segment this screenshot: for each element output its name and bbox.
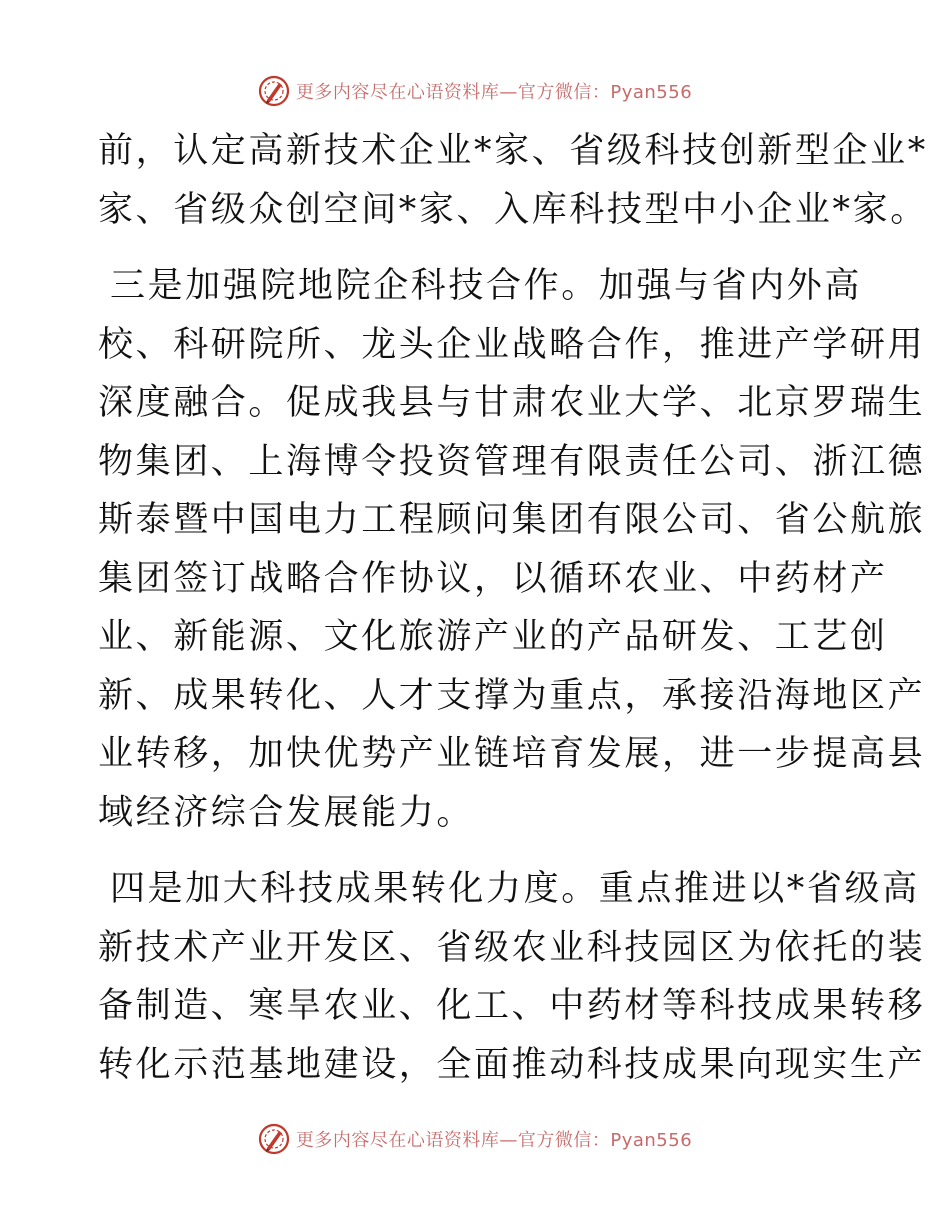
paragraph-1 bbox=[98, 122, 928, 239]
text-line: 四是加大科技成果转化力度。重点推进以*省级高 bbox=[110, 869, 920, 909]
text-line: 集团签订战略合作协议，以循环农业、中药材产 bbox=[98, 558, 888, 599]
paragraph-3 bbox=[98, 860, 926, 1094]
text-line: 业转移，加快优势产业链培育发展，进一步提高县 bbox=[98, 734, 926, 774]
text-line: 前，认定高新技术企业*家、省级科技创新型企业* bbox=[98, 131, 928, 171]
text-line: 新技术产业开发区、省级农业科技园区为依托的装 bbox=[98, 927, 926, 968]
watermark-text: 更多内容尽在心语资料库—官方微信：Pyan556 bbox=[295, 1130, 693, 1151]
footer-watermark bbox=[0, 1122, 950, 1156]
text-line: 域经济综合发展能力。 bbox=[98, 792, 475, 833]
text-line: 转化示范基地建设，全面推动科技成果向现实生产 bbox=[98, 1044, 926, 1085]
text-line: 物集团、上海博令投资管理有限责任公司、浙江德 bbox=[98, 441, 926, 482]
text-line: 校、科研院所、龙头企业战略合作，推进产学研用 bbox=[98, 324, 926, 365]
paragraph-2 bbox=[98, 257, 926, 842]
document-body bbox=[98, 122, 928, 1094]
text-line: 业、新能源、文化旅游产业的产品研发、工艺创 bbox=[98, 617, 888, 657]
text-line: 深度融合。促成我县与甘肃农业大学、北京罗瑞生 bbox=[98, 383, 926, 423]
watermark-text: 更多内容尽在心语资料库—官方微信：Pyan556 bbox=[295, 82, 693, 103]
text-line: 备制造、寒旱农业、化工、中药材等科技成果转移 bbox=[98, 986, 926, 1026]
text-line: 新、成果转化、人才支撑为重点，承接沿海地区产 bbox=[98, 675, 926, 716]
text-line: 三是加强院地院企科技合作。加强与省内外高 bbox=[110, 266, 863, 306]
text-line: 斯泰暨中国电力工程顾问集团有限公司、省公航旅 bbox=[98, 500, 926, 540]
text-line: 家、省级众创空间*家、入库科技型中小企业*家。 bbox=[98, 189, 928, 230]
quill-logo-icon bbox=[258, 75, 290, 107]
header-watermark bbox=[0, 74, 950, 108]
quill-logo-icon bbox=[258, 1123, 290, 1155]
